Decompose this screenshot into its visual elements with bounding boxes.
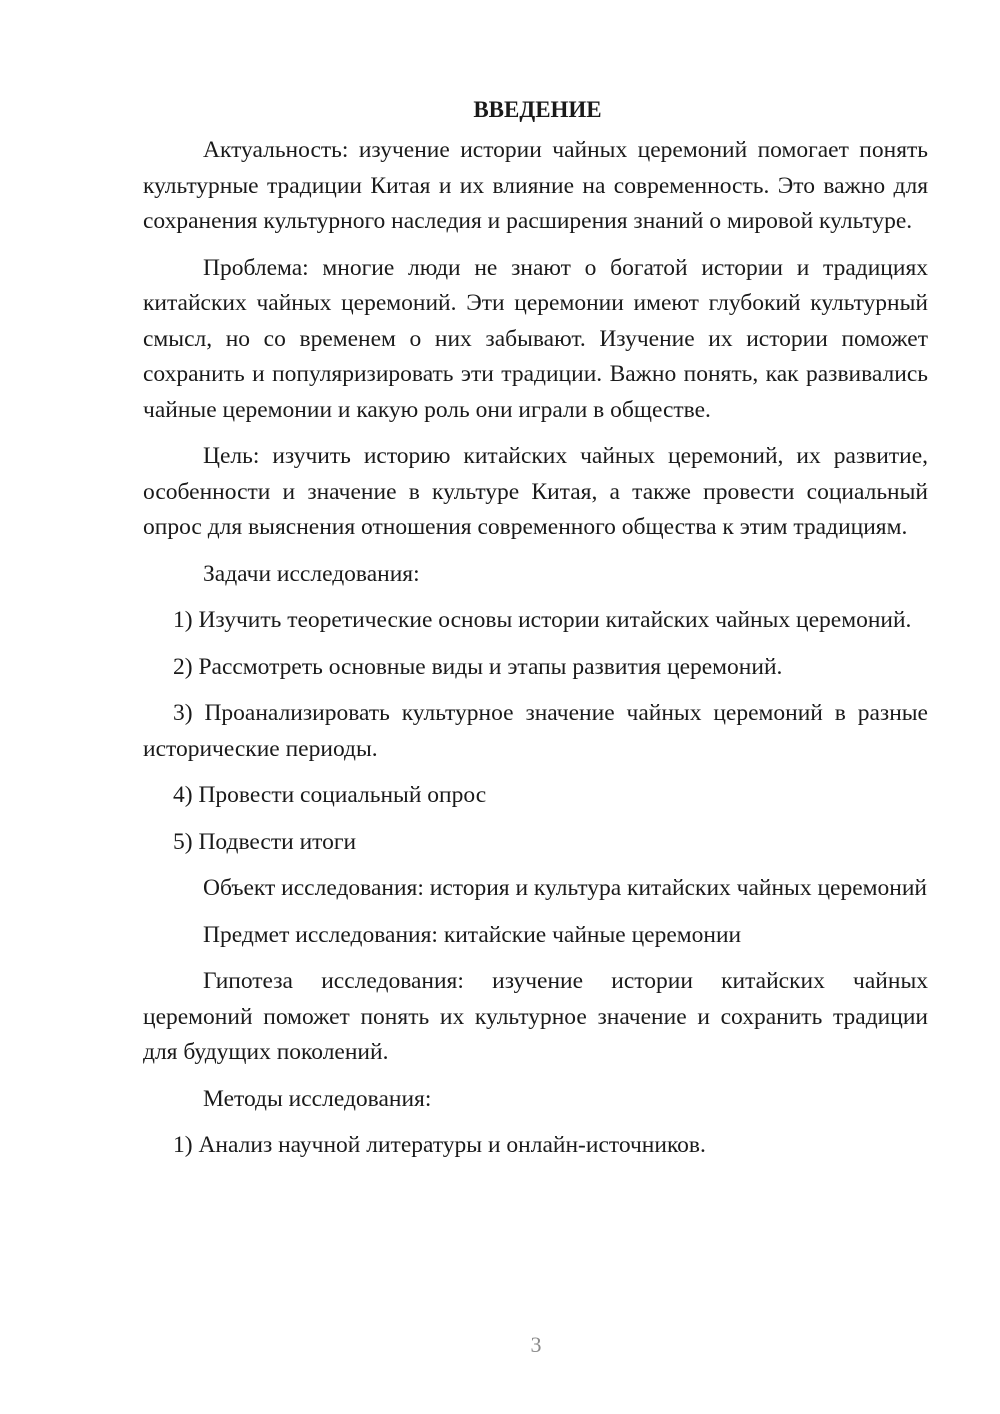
tasks-title: Задачи исследования: [203,560,420,587]
task-item-4: 4) Провести социальный опрос [173,782,487,808]
task-item-1: 1) Изучить теоретические основы истории китайских чайных церемоний. [173,607,912,633]
page-content [143,92,928,1175]
task-item-5: 5) Подвести итоги [173,828,357,855]
method-item-1: 1) Анализ научной литературы и онлайн-источников. [173,1132,706,1158]
subject-paragraph: Предмет исследования: китайские чайные церемонии [203,921,742,948]
methods-title: Методы исследования: [203,1085,432,1112]
relevance-paragraph: Актуальность: изучение истории чайных церемоний помогает понять культурные традиции Китая и их влияние на современность. Это важно для сохранения культурного наследия и расширения знаний о мировой культуре. [143,137,928,234]
task-item-2: 2) Рассмотреть основные виды и этапы развития церемоний. [173,653,783,680]
goal-paragraph: Цель: изучить историю китайских чайных церемоний, их развитие, особенности и значение в культуре Китая, а также провести социальный опрос для выяснения отношения современного общества к этим традициям. [143,443,928,540]
page-number: 3 [530,1332,542,1357]
task-item-3: 3) Проанализировать культурное значение чайных церемоний в разные исторические периоды. [143,700,928,762]
problem-paragraph: Проблема: многие люди не знают о богатой истории и традициях китайских чайных церемоний. Эти церемонии имеют глубокий культурный смысл, но со временем о них забывают. Изучение их истории поможет сохранить и популяризировать эти традиции. Важно понять, как развивались чайные церемонии и какую роль они играли в обществе. [143,254,928,423]
hypothesis-paragraph: Гипотеза исследования: изучение истории китайских чайных церемоний поможет понять их культурное значение и сохранить традиции для будущих поколений. [143,968,928,1065]
object-paragraph: Объект исследования: история и культура китайских чайных церемоний [203,875,928,901]
page-heading: ВВЕДЕНИЕ [473,97,602,122]
